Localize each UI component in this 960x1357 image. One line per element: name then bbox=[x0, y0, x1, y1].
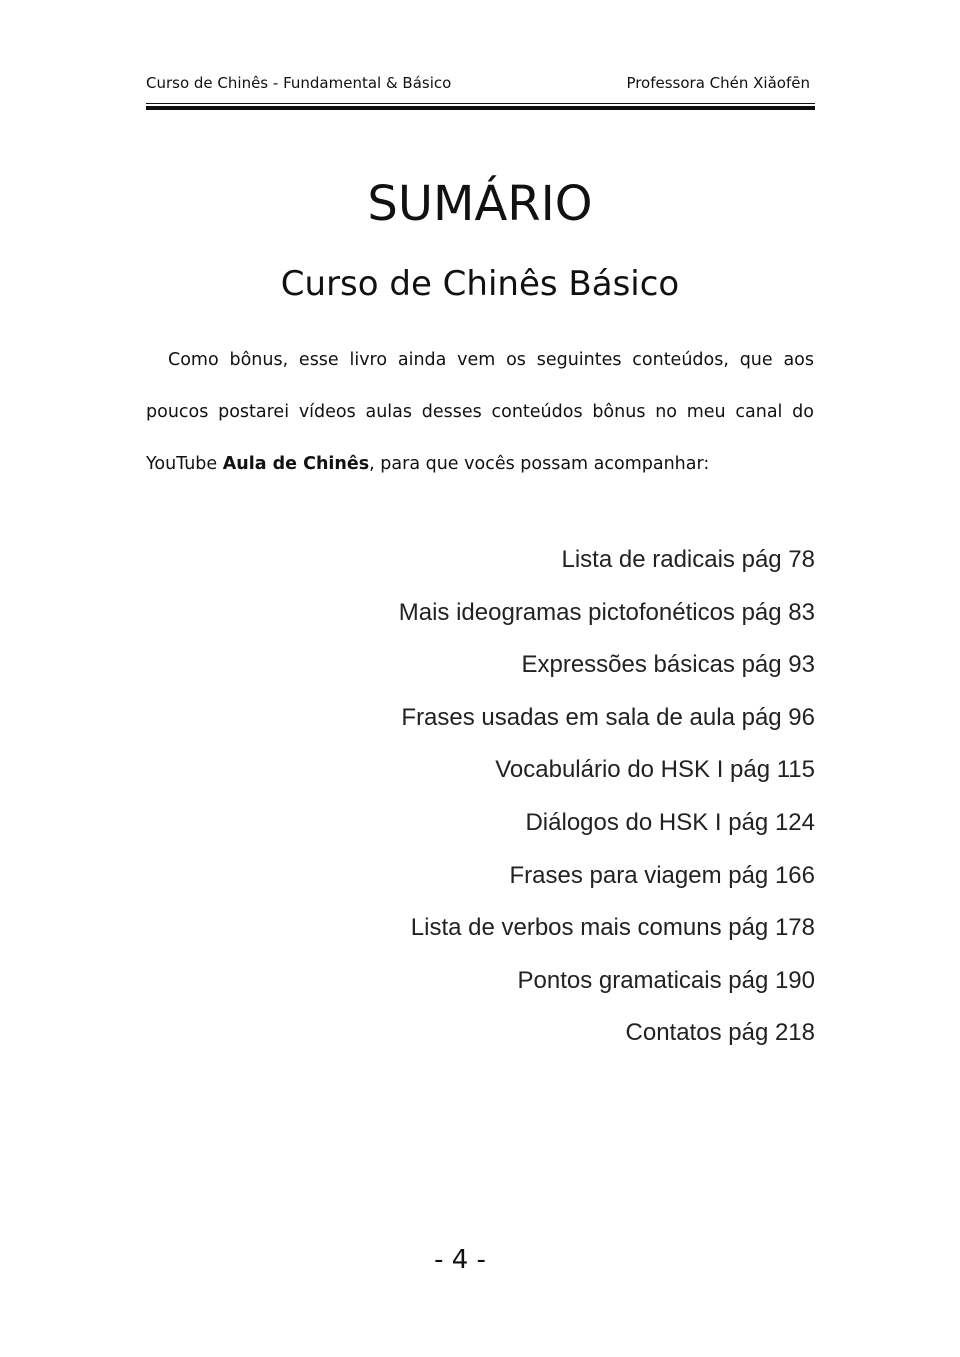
page-title: SUMÁRIO bbox=[367, 176, 593, 232]
toc-item: Contatos pág 218 bbox=[625, 1019, 815, 1047]
toc-item: Frases para viagem pág 166 bbox=[509, 861, 815, 889]
intro-line-3 bbox=[146, 438, 814, 490]
header-author: Professora Chén Xiǎofēn bbox=[626, 74, 810, 92]
toc-item: Lista de verbos mais comuns pág 178 bbox=[410, 914, 815, 942]
header-rule-thin bbox=[146, 103, 815, 104]
intro-line-1: Como bônus, esse livro ainda vem os seguintes conteúdos, que aos bbox=[168, 350, 814, 370]
toc-item: Vocabulário do HSK I pág 115 bbox=[495, 756, 815, 784]
running-header bbox=[146, 74, 814, 96]
intro-line-2: poucos postarei vídeos aulas desses conteúdos bônus no meu canal do bbox=[146, 402, 814, 422]
intro-paragraph bbox=[146, 334, 814, 490]
page-number: - 4 - bbox=[434, 1245, 486, 1275]
intro-line-3-suffix: , para que vocês possam acompanhar: bbox=[369, 454, 710, 474]
header-book-title: Curso de Chinês - Fundamental & Básico bbox=[146, 74, 452, 92]
toc-item: Pontos gramaticais pág 190 bbox=[517, 966, 815, 994]
header-rule-thick bbox=[146, 106, 815, 110]
toc-item: Expressões básicas pág 93 bbox=[521, 651, 815, 679]
page-subtitle: Curso de Chinês Básico bbox=[280, 264, 680, 304]
toc-item: Mais ideogramas pictofonéticos pág 83 bbox=[398, 598, 815, 626]
table-of-contents bbox=[146, 540, 815, 1066]
toc-item: Lista de radicais pág 78 bbox=[561, 546, 815, 573]
intro-line-3-prefix: YouTube bbox=[146, 454, 223, 474]
channel-name: Aula de Chinês bbox=[222, 454, 370, 474]
toc-item: Frases usadas em sala de aula pág 96 bbox=[401, 703, 815, 731]
toc-item: Diálogos do HSK I pág 124 bbox=[525, 808, 815, 836]
